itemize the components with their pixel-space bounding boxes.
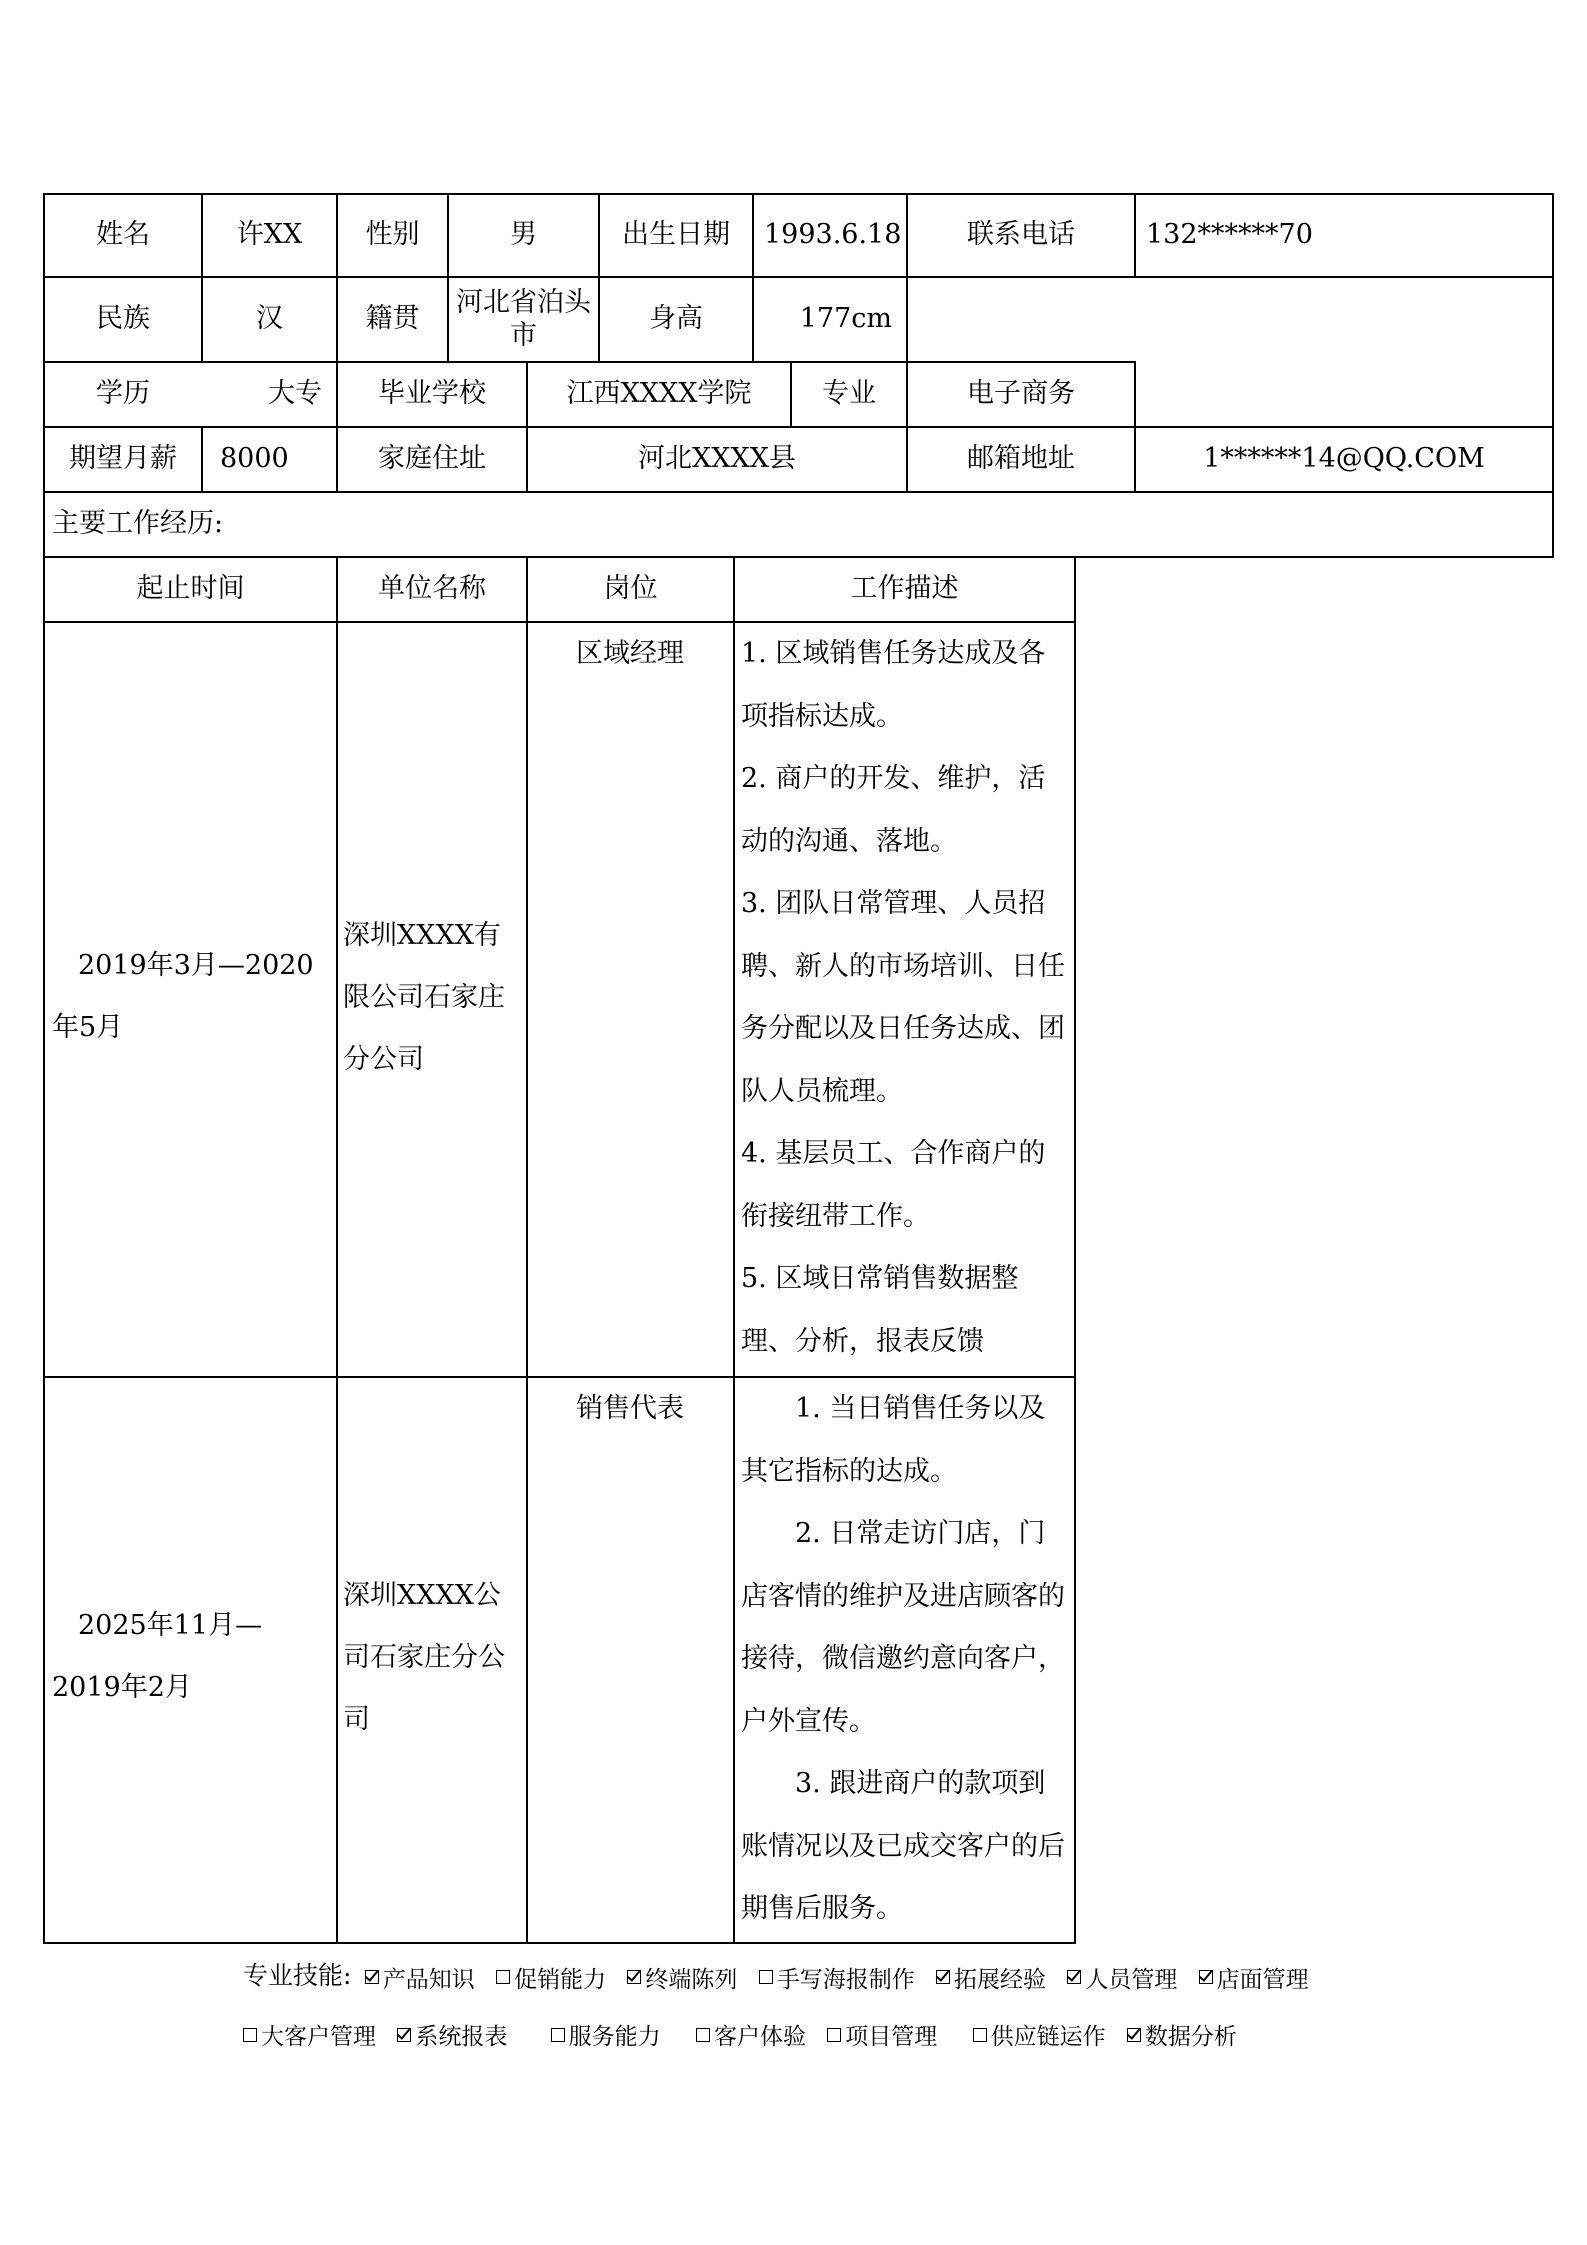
major-label: 专业 xyxy=(822,378,876,410)
height-value: 177cm xyxy=(799,303,892,335)
checkbox-checked-icon[interactable] xyxy=(1199,1970,1213,1984)
job1-duty-5: 5. 区域日常销售数据整理、分析，报表反馈 xyxy=(741,1263,1019,1357)
phone-value: 132******70 xyxy=(1146,219,1313,251)
gender-label: 性别 xyxy=(365,219,420,251)
job1-period: 2019年3月—2020年5月 xyxy=(52,950,314,1043)
skill-item[interactable]: 数据分析 xyxy=(1127,2018,1237,2051)
salary-label: 期望月薪 xyxy=(69,443,177,475)
salary-value: 8000 xyxy=(220,443,289,475)
job1-duty-2: 2. 商户的开发、维护，活动的沟通、落地。 xyxy=(741,763,1046,857)
work-col-2 xyxy=(526,556,528,1944)
work-section-title: 主要工作经历: xyxy=(52,508,224,540)
job2-duty-2: 2. 日常走访门店，门店客情的维护及进店顾客的接待，微信邀约意向客户，户外宣传。 xyxy=(741,1518,1065,1737)
skill-item[interactable]: 人员管理 xyxy=(1067,1961,1177,1994)
ethnicity-label: 民族 xyxy=(96,303,150,335)
skill-item[interactable]: 店面管理 xyxy=(1199,1961,1309,1994)
skill-item[interactable]: 系统报表 xyxy=(397,2018,507,2051)
checkbox-checked-icon[interactable] xyxy=(1067,1970,1081,1984)
header-company: 单位名称 xyxy=(378,573,486,605)
skills-label: 专业技能: xyxy=(243,1961,352,1990)
skill-item[interactable]: 促销能力 xyxy=(496,1961,606,1994)
table-border-right xyxy=(1552,193,1554,558)
checkbox-checked-icon[interactable] xyxy=(1127,2028,1141,2042)
checkbox-icon[interactable] xyxy=(243,2028,257,2042)
skills-line-2 xyxy=(243,2018,1493,2051)
job2-period: 2025年11月—2019年2月 xyxy=(52,1610,263,1703)
checkbox-icon[interactable] xyxy=(551,2028,565,2042)
email-value: 1******14@QQ.COM xyxy=(1203,443,1485,475)
skills-line-1 xyxy=(243,1956,1493,1994)
job1-duty-4: 4. 基层员工、合作商户的衔接纽带工作。 xyxy=(741,1138,1046,1232)
dob-value: 1993.6.18 xyxy=(764,219,902,251)
checkbox-icon[interactable] xyxy=(759,1970,773,1984)
job1-duties xyxy=(741,623,1068,1373)
skill-item[interactable]: 手写海报制作 xyxy=(759,1961,915,1994)
phone-label: 联系电话 xyxy=(967,219,1075,251)
skill-item[interactable]: 拓展经验 xyxy=(936,1961,1046,1994)
job2-company: 深圳XXXX公司石家庄分公司 xyxy=(343,1580,505,1735)
job2-duty-3: 3. 跟进商户的款项到账情况以及已成交客户的后期售后服务。 xyxy=(741,1768,1065,1924)
skill-item[interactable]: 大客户管理 xyxy=(243,2018,376,2051)
job1-duty-3: 3. 团队日常管理、人员招聘、新人的市场培训、日任务分配以及日任务达成、团队人员梳理。 xyxy=(741,888,1065,1107)
job1-position: 区域经理 xyxy=(576,638,684,669)
address-label: 家庭住址 xyxy=(378,443,486,475)
job2-duty-1: 1. 当日销售任务以及其它指标的达成。 xyxy=(741,1393,1046,1487)
job2-position: 销售代表 xyxy=(576,1393,684,1424)
ethnicity-value: 汉 xyxy=(256,303,283,335)
email-label: 邮箱地址 xyxy=(967,443,1075,475)
skill-item[interactable]: 供应链运作 xyxy=(973,2018,1106,2051)
checkbox-checked-icon[interactable] xyxy=(627,1970,641,1984)
job1-company: 深圳XXXX有限公司石家庄分公司 xyxy=(343,920,505,1075)
height-label: 身高 xyxy=(649,303,703,335)
hometown-value: 河北省泊头市 xyxy=(456,287,591,351)
header-position: 岗位 xyxy=(603,573,658,605)
school-label: 毕业学校 xyxy=(378,378,486,410)
skill-item[interactable]: 客户体验 xyxy=(696,2018,806,2051)
checkbox-checked-icon[interactable] xyxy=(397,2028,411,2042)
checkbox-icon[interactable] xyxy=(696,2028,710,2042)
skill-item[interactable]: 项目管理 xyxy=(827,2018,937,2051)
header-period: 起止时间 xyxy=(136,573,245,605)
job1-duty-1: 1. 区域销售任务达成及各项指标达成。 xyxy=(741,638,1046,732)
work-col-1 xyxy=(336,556,338,1944)
checkbox-icon[interactable] xyxy=(973,2028,987,2042)
table-border-bottom xyxy=(43,1942,1076,1944)
school-value: 江西XXXX学院 xyxy=(566,378,752,410)
hometown-label: 籍贯 xyxy=(365,303,420,335)
work-col-4 xyxy=(1074,556,1076,1944)
header-description: 工作描述 xyxy=(850,573,959,605)
gender-value: 男 xyxy=(510,219,537,251)
address-value: 河北XXXX县 xyxy=(638,443,796,475)
checkbox-checked-icon[interactable] xyxy=(936,1970,950,1984)
name-value: 许XX xyxy=(236,219,303,251)
education-label: 学历 xyxy=(96,378,150,410)
education-value: 大专 xyxy=(268,378,322,410)
skill-item[interactable]: 服务能力 xyxy=(551,2018,661,2051)
skill-item[interactable]: 产品知识 xyxy=(365,1961,475,1994)
skill-item[interactable]: 终端陈列 xyxy=(627,1961,737,1994)
table-col-1b xyxy=(201,426,203,491)
work-col-3 xyxy=(733,556,735,1944)
job2-duties xyxy=(741,1378,1068,1941)
checkbox-icon[interactable] xyxy=(827,2028,841,2042)
dob-label: 出生日期 xyxy=(622,219,730,251)
major-value: 电子商务 xyxy=(967,378,1075,410)
checkbox-icon[interactable] xyxy=(496,1970,510,1984)
checkbox-checked-icon[interactable] xyxy=(365,1970,379,1984)
name-label: 姓名 xyxy=(96,219,150,251)
